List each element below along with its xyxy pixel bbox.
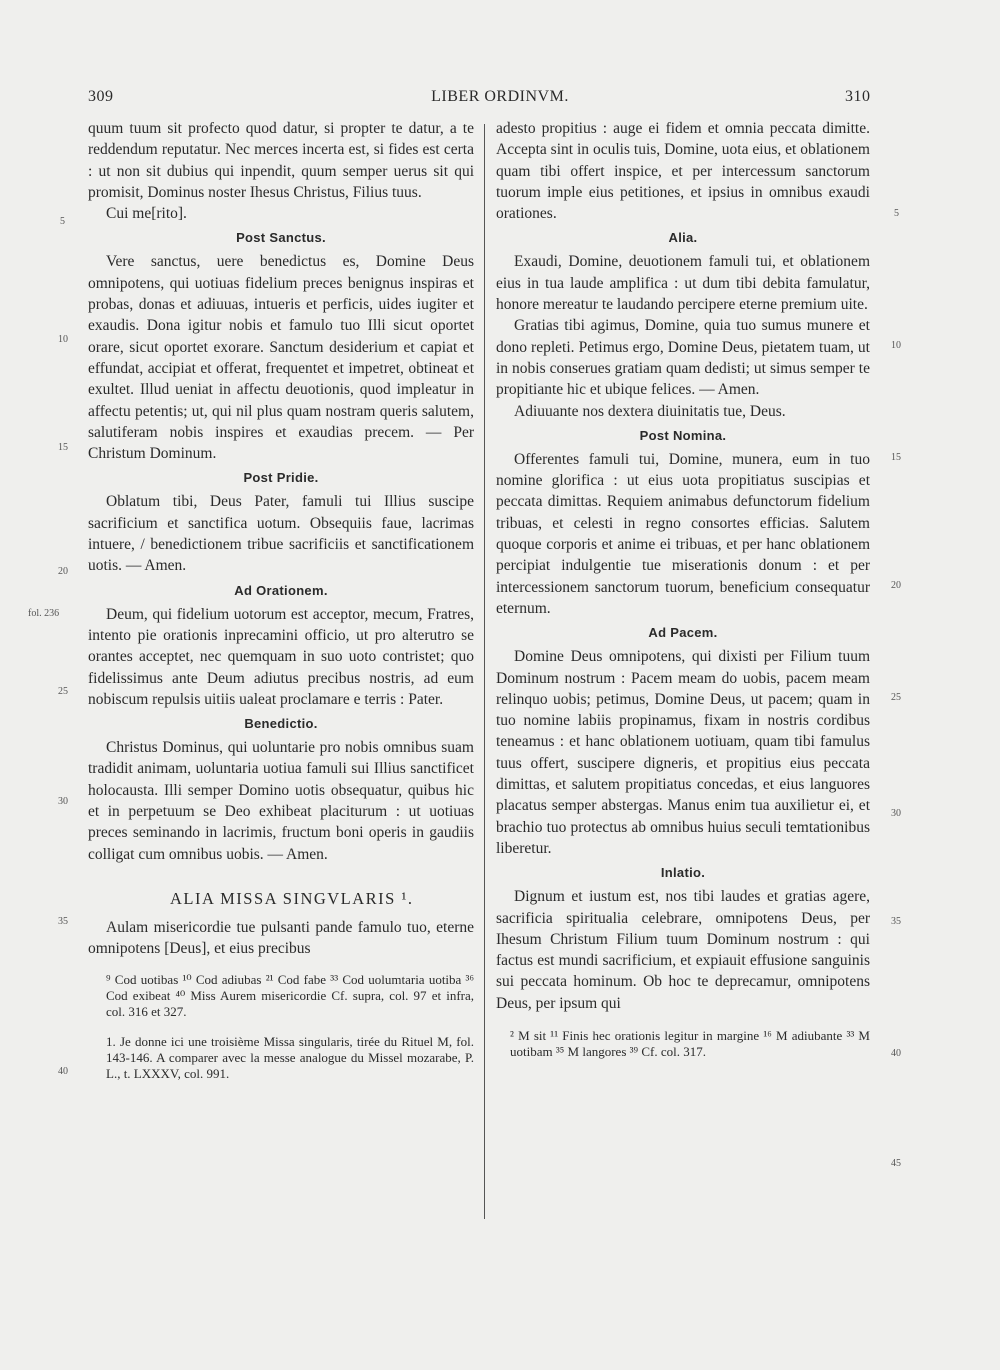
section-heading: Alia. — [668, 230, 698, 246]
editor-footnote: 1. Je donne ici une troisième Missa singularis, tirée du Rituel M, fol. 143-146. A comparer avec la messe analogue du Missel mozarabe, P. L., t. LXXXV, col. 991. — [106, 1033, 474, 1081]
paragraph: Vere sanctus, uere benedictus es, Domine Deus omnipotens, qui uotiuas fidelium preces benignus inspiras et probas, donas et adiuuas, intueris et perficis, uides iugiter et exaudis. Dona igitur nobis et famulo tuo Illi sicut oportet orare, sicut oportet exorare. Sanctum desiderium et capiat et effundat, accipiat et offerat, frequentet et impetret, obtineat et exultet. Illud ueniat in affectu deuotionis, quod impleatur in affectu petentis; ut, qui nil plus quam nostram queris salutem, salutiferam nobis inspires et exaudias precem. — Per Christum Dominum. — [88, 253, 474, 463]
mass-title: ALIA MISSA SINGVLARIS ¹. — [170, 888, 414, 908]
left-column — [88, 118, 474, 1082]
line-number: 25 — [58, 686, 68, 697]
line-number: 5 — [894, 208, 899, 219]
paragraph: Offerentes famuli tui, Domine, munera, eum in tuo nomine glorifica : ut eius uota propitiatus suscipias et peccata dimittas. Requiem animabus defunctorum fidelium tribuas, et celesti in regno consortes efficias. Salutem quoque corporis et anime ei tribuas, et per hanc oblationem percipiat indulgentie tue miserationis donum : et per intercessionem sanctorum tuorum, beneficium consequatur eternum. — [496, 450, 870, 617]
line-number: 35 — [891, 916, 901, 927]
line-number: 40 — [891, 1048, 901, 1059]
paragraph: Deum, qui fidelium uotorum est acceptor, mecum, Fratres, intento pie orationis inprecamini officio, ut pro alterutro se orantes acceptet, nec quemquam in suo uoto contristet; quo fidelissimus ante Deum adiutus precibus nostris, ad eum nobiscum repulsis uitiis ualeat proclamare e terris : Pater. — [88, 605, 474, 708]
paragraph: Aulam misericordie tue pulsanti pande famulo tuo, eterne omnipotens [Deus], et eius precibus — [88, 918, 474, 958]
page-number-left: 309 — [88, 88, 114, 105]
paragraph: Adiuuante nos dextera diuinitatis tue, Deus. — [514, 402, 786, 420]
line-number: 5 — [60, 216, 65, 227]
apparatus-footnote: ⁹ Cod uotibas ¹⁰ Cod adiubas ²¹ Cod fabe ³³ Cod uolumtaria uotiba ³⁶ Cod exibeat ⁴⁰ Miss Aurem misericordie Cf. supra, col. 97 et infra, col. 316 et 327. — [106, 971, 474, 1019]
line-number: 25 — [891, 692, 901, 703]
paragraph: Exaudi, Domine, deuotionem famuli tui, et oblationem eius in tua laude amplifica : ut dum tibi debita famulatur, honore mereatur te laudando percipere eterne premium uite. — [496, 253, 870, 314]
line-number: 10 — [58, 334, 68, 345]
line-number: 45 — [891, 1158, 901, 1169]
page-number-right: 310 — [845, 88, 871, 105]
paragraph: Domine Deus omnipotens, qui dixisti per Filium tuum Dominum nostrum : Pacem meam do uobis, pacem meam relinquo uobis; petimus, Domine Deus, ut pacem; quam in tuo nomine labiis propinamus, fixam in nostris cordibus teneamus : et hanc oblationem uotiuam, quam tibi famulus tuus offert, suscipere digneris, et propitius eius peccata dimittas, et salutem propitiatus concedas, et eius languores placatus semper abstergas. Manus enim tua auxilietur ei, et brachio tuo protectus ab omnibus huius seculi temtationibus liberetur. — [496, 648, 870, 857]
section-heading: Post Nomina. — [639, 427, 727, 443]
paragraph: Dignum et iustum est, nos tibi laudes et gratias agere, sacrificia spiritualia celebrare, omnipotens Deus, per Ihesum Christum Filium tuum Dominum nostrum : qui factus est mundi sacrificium, et expiauit effusione sanguinis sui peccata hominum. Ob hoc te deprecamur, omnipotens Deus, per ipsum qui — [496, 888, 870, 1012]
line-number: 30 — [891, 808, 901, 819]
line-number: 20 — [58, 566, 68, 577]
column-divider — [484, 124, 485, 1219]
section-heading: Post Sanctus. — [236, 230, 326, 246]
line-number: 15 — [891, 452, 901, 463]
paragraph: adesto propitius : auge ei fidem et omnia peccata dimitte. Accepta sint in oculis tuis, Domine, uota eius, et oblationem quam tibi offert inspice, et per intercessum sanctorum tuorum imple eius petitiones, et ipsius in omnibus exaudi orationes. — [496, 120, 870, 223]
folio-mark: fol. 236 — [28, 608, 60, 619]
paragraph: Gratias tibi agimus, Domine, quia tuo sumus munere et dono repleti. Petimus ergo, Domine Deus, pietatem tuam, ut in nobis conserues gratiam quam dedisti; ut simus semper te propitiante hic et ubique felices. — Amen. — [496, 317, 870, 399]
line-number: 20 — [891, 580, 901, 591]
section-heading: Post Pridie. — [243, 470, 319, 486]
line-number: 10 — [891, 340, 901, 351]
section-heading: Ad Orationem. — [234, 582, 328, 598]
paragraph: Christus Dominus, qui uoluntarie pro nobis omnibus suam tradidit animam, uoluntaria uotiua famuli sui Illius sanctificet holocausta. Illi semper Domino uotis obsequatur, quibus hic et in perpetuum se Deo exhibeat placiturum : ut uotiuas preces seminando in lacrimis, fructum boni operis in gaudiis colligat cum omnibus uobis. — Amen. — [88, 739, 474, 863]
paragraph: Oblatum tibi, Deus Pater, famuli tui Illius suscipe sacrificium et sanctifica uotum. Obsequiis faue, lacrimas intuere, / benedictionem tribue sacrificiis et sanctificationem uotis. — Amen. — [88, 493, 474, 575]
running-title: LIBER ORDINVM. — [431, 88, 569, 105]
paragraph: quum tuum sit profecto quod datur, si propter te datur, a te reddendum reputatur. Nec merces incerta est, si fides est certa : ut non sit dubius qui inpendit, quum semper uerus sit qui promisit, Dominus noster Ihesus Christus, Filius tuus. — [88, 120, 474, 201]
right-column — [496, 118, 870, 1060]
line-number: 30 — [58, 796, 68, 807]
line-number: 15 — [58, 442, 68, 453]
section-heading: Benedictio. — [244, 716, 318, 732]
apparatus-footnote: ² M sit ¹¹ Finis hec orationis legitur in margine ¹⁶ M adiubante ³³ M uotibam ³⁵ M langores ³⁹ Cf. col. 317. — [510, 1027, 870, 1059]
section-heading: Ad Pacem. — [648, 625, 718, 641]
line-number: 35 — [58, 916, 68, 927]
line-number: 40 — [58, 1066, 68, 1077]
paragraph: Cui me[rito]. — [106, 205, 187, 223]
section-heading: Inlatio. — [660, 865, 706, 881]
